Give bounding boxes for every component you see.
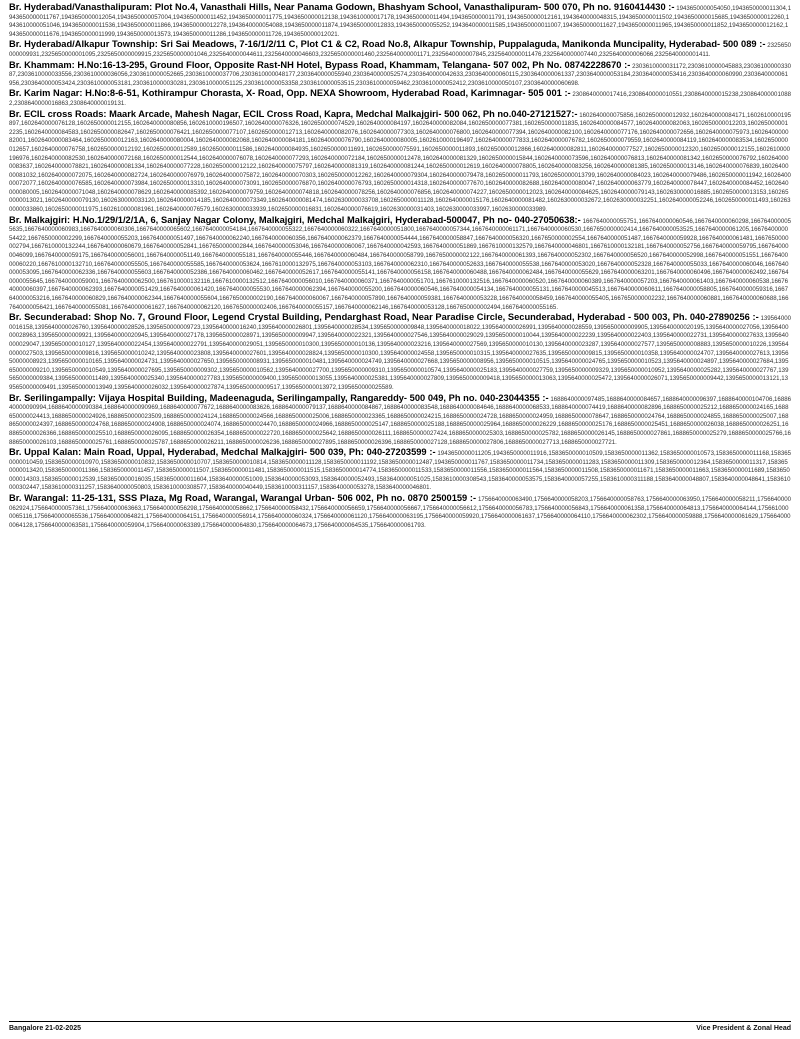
branch-heading: Br. Warangal: 11-25-131, SSS Plaza, Mg Road, Warangal, Warangal Urban- 506 002, Ph no. 0870 2500159 :- (9, 493, 477, 504)
account-numbers: 1667640000055751,1667640000060546,1667640000060298,1667640000055635,1667640000060983,1667640000060306,1667640000065602,1667640000054184,1667640000055322,1667640000060322,1667640000051800,1667640000057344,1667640000061171,1667640000060530,1667650000002414,1667640000053525,1667640000061205,1667640000054422,1667650000002299,1667640000055203,1667640000051497,1667640000062240,1667640000060356,1667640000062379,1667640000054444,1667640000058847,1667640000056320,1667650000002554,1667640000051487,1667640000059928,1667640000061481,1667650000002794,1667610000132244,1667640000060679,1667640000052841,1667650000002844,1667640000053046,1667640000060067,1667640000042593,1667640000051869,1667610000132579,1667640000046801,1667610000132181,1667640000052756,1667640000059795,1667640000046099,1667640000059175,1667640000056001,1667640000051149,1667640000055181,1667640000055446,1667640000060484,1667640000058799,1667650000002122,1667640000061393,1667640000052302,1667640000056520,1667640000052998,1667640000051551,1667640000060220,1667610000132710,1667640000055505,1667640000055585,1667640000053624,1667610000132975,1667640000053103,1667640000062310,1667640000052633,1667640000055538,1667640000053020,1667640000052328,1667640000055033,1667640000060046,1667640000053095,1667640000062336,1667640000055603,1667640000052386,1667640000060462,1667640000052617,1667640000055141,1667640000056158,1667640000060488,1667640000062484,1667640000055629,1667640000063201,1667640000060496,1667640000062492,1667640000055645,1667640000059001,1667640000062500,1667610000132116,1667610000132512,1667640000056010,1667640000060371,1667640000051701,1667610000132516,1667640000060520,1667640000060389,1667640000057203,1667640000061403,1667640000060538,1667640000060397,1667640000062393,1667640000051429,1667640000061420,1667640000055530,1667640000062394,1667640000055200,1667640000060546,1667640000054134,1667640000055131,1667640000045513,1667640000060611,1667640000058805,1667640000059316,1667640000053216,1667640000060829,1667640000062344,1667640000055604,1667650000002190,1667640000060067,1667640000057890,1667640000059381,1667640000053228,1667640000058459,1667640000055405,1667650000002232,1667640000060881,1667640000060688,1667640000056421,1667640000055081,1667640000061627,1667640000062120,1667650000002406,1667640000055157,1667640000062146,1667640000053128,1667650000002494,1667640000055165. (9, 217, 791, 311)
branch-entry (9, 215, 791, 313)
account-numbers: 2325650000009931,2325650000001095,2325650000009915,2325650000001046,2325640000044611,2325640000046603,2325650000001460,2325640000001171,2325640000007845,2325640000011476,2325640000007440,2325640000006066,2325640000001411. (9, 42, 791, 58)
branch-entry (9, 109, 791, 215)
branch-entry (9, 493, 791, 530)
branch-heading: Br. Serilingampally: Vijaya Hospital Building, Madeenaguda, Serilingampally, Rangareddy- 500 049, Ph no. 040-23044355 :- (9, 392, 549, 403)
account-numbers: 1943650000011205,1943650000011916,1583650000010509,1583650000011362,1583650000010573,1583650000011168,1583650000010459,1583650000010970,1583650000010832,1583650000010707,1583650000010814,1583650000011128,1583650000011192,1583650000012487,1943650000011767,1583650000011734,1583650000011283,1583650000011309,1583650000012364,1583650000011317,1583650000013420,1583650000011366,1583650000011457,1583650000011507,1583650000011481,1583650000011515,1583650000014774,1583650000011533,1583650000011556,1583650000011564,1583650000011508,1583650000011671,1583650000011663,1583650000011689,1583650000014303,1583650000012539,1583650000016035,1583650000011604,1583640000051009,1583640000053093,1583640000052493,1583640000051025,1583610000308543,1583640000053575,1583640000057255,1583610000311188,1583640000048807,1583640000048641,1583610000302447,1583610000311257,1583640000050803,1583610000308577,1583640000040449,1583610000311157,1583640000053278,1583640000046801. (9, 450, 791, 492)
account-numbers: 1943650000054050,1943650000011304,1943650000011767,1943650000012054,1943650000057004,1943650000011452,1943650000011775,1943650000012138,1943610000017178,1943650000011494,1943650000011791,1943650000012161,1943640000048315,1943650000011502,1943650000015685,1943650000012260,1943610000051046,1943650000011536,1943650000011866,1943650000012278,1943640000054088,1943650000011874,1943650000012833,1943650000055252,1943640000011585,1943650000011007,1943650000011627,1943650000011965,1943650000011852,1943650000012162,1943650000011676,1943650000011999,1943650000013573,1943650000011286,1943650000011726,1943650000012021. (9, 5, 791, 38)
branch-heading: Br. Hyderabad/Alkapur Township: Sri Sai Meadows, 7-16/1/2/11 C, Plot C1 & C2, Road No.8, Alkapur Township, Puppalaguda, Manikonda Muncipality, Hyderabad- 500 089 :- (9, 39, 766, 50)
branch-entry (9, 88, 791, 108)
branch-heading: Br. Secunderabad: Shop No. 7, Ground Floor, Legend Crystal Building, Pendarghast Road, Near Paradise Circle, Secunderabad, Hyderabad - 500 003, Ph. 040-27890256 :- (9, 312, 759, 323)
account-numbers: 1395640000016158,1395640000026760,1395640000028526,1395650000009723,1395640000016240,1395640000026801,1395640000028534,1395650000009848,1395640000018022,1395640000026991,1395640000028559,1395650000009905,1395640000020195,1395640000027056,1395640000028963,1395650000009921,1395640000020945,1395640000027178,1395650000028971,1395650000009947,1395640000022321,1395640000027546,1395640000029029,1395650000010044,1395640000022239,1395640000022403,1395640000022731,1395640000027633,1395640000029047,1395650000010127,1395640000022454,1395640000022791,1395640000029051,1395650000010300,1395650000010136,1395640000023216,1395640000027569,1395650000010130,1395640000023287,1395640000027577,1395650000008883,1395650000010226,1395640000027503,1395650000009816,1395650000010242,1395640000023808,1395640000027601,1395640000028824,1395650000010300,1395640000024558,1395650000010315,1395640000027635,1395650000009815,1395650000010358,1395640000024707,1395640000027613,1395650000008923,1395650000010165,1395640000024731,1395640000027650,1395650000008931,1395650000010481,1395640000024749,1395640000027668,1395650000008956,1395650000010515,1395640000024765,1395650000010523,1395640000024897,1395640000027684,1395650000009210,1395650000010549,1395640000027695,1395650000009302,1395650000010562,1395640000027700,1395650000009310,1395650000010574,1395640000025183,1395640000027759,1395650000009329,1395650000010952,1395640000025282,1395640000027767,1395650000009384,1395650000011489,1395640000025340,1395640000027783,1395650000009400,1395650000013055,1395640000025381,1395640000027809,1395650000009418,1395650000013063,1395640000025472,1395640000026071,1395650000009442,1395650000013121,1395650000009491,1395650000013949,1395640000026032,1395640000027874,1395650000009517,1395650000013972,1395650000025589. (9, 315, 791, 391)
account-numbers: 1756640000063490,1756640000058203,1756640000058763,1756640000063950,1756640000058211,1756640000062924,1756640000057361,1756640000063663,1756640000056298,1756640000058662,1756640000058432,1756640000056659,1756640000056667,1756640000056612,1756640000056783,1756640000056843,1756640000061358,1756640000064813,1756640000064144,1756610000065116,1756640000065536,1756640000064821,1756640000064151,1756640000056914,1756640000060324,1756640000061120,1756640000063195,1756640000059920,1756640000061637,1756640000064110,1756640000062302,1756640000059888,1756640000061629,1756640000064128,1756640000063581,1756640000059904,1756640000063389,1756640000064830,1756640000064673,1756640000064535,1756640000061793. (9, 496, 791, 529)
account-numbers: 1602640000075856,1602650000012932,1602640000084171,1602610000195897,1602640000076128,1602650000012155,1602640000080856,1602610000196507,1602640000076326,1602650000074529,1602640000084197,1602640000082084,1602650000077381,1602650000011835,1602640000084577,1602640000082063,1602650000012203,1602650000012235,1602640000084583,1602650000082647,1602650000076421,1602650000077107,1602650000012713,1602640000082076,1602640000077303,1602640000076800,1602640000077394,1602640000082100,1602640000077176,1602640000072656,1602640000075973,1602640000082001,1602640000083464,1602650000012163,1602640000080004,1602640000082068,1602640000084181,1602640000076790,1602640000080005,1602610000196497,1602640000077833,1602640000076782,1602650000079559,1602640000084119,1602640000083534,1602650000012657,1602640000076758,1602650000012192,1602650000012589,1602650000011586,1602640000084935,1602650000011691,1602650000075591,1602650000011893,1602650000012866,1602640000082811,1602640000077527,1602650000012320,1602650000012155,1602610000196976,1602640000082530,1602640000072168,1602650000012544,1602640000076078,1602640000077293,1602640000072184,1602650000012478,1602640000081329,1602650000015844,1602640000073596,1602640000076813,1602640000081342,1602650000076792,1602640000083637,1602640000078821,1602640000081334,1602640000077228,1602650000012122,1602640000075797,1602640000081319,1602640000081244,1602650000012619,1602640000078805,1602640000083256,1602640000081385,1602650000013146,1602640000076839,1602640000081032,1602640000072075,1602640000082724,1602640000076979,1602640000075872,1602640000070303,1602650000012262,1602640000079304,1602640000079478,1602650000011793,1602650000013799,1602640000084023,1602640000079486,1602650000011942,1602640000072077,1602640000076585,1602640000073984,1602650000013310,1602640000073091,1602650000076870,1602640000076793,1602650000014318,1602640000077670,1602640000082688,1602640000080047,1602640000063779,1602640000078447,1602640000084452,1602640000080005,1602640000071048,1602640000078629,1602640000085392,1602640000079759,1602640000074818,1602640000078256,1602640000076856,1602640000074227,1602650000012023,1602640000084625,1602640000079143,1602630000016885,1602650000013153,1602650000013021,1602640000079130,1602630000033120,1602640000014185,1602640000073349,1602640000081474,1602630000033708,1602650000011128,1602640000015176,1602640000081482,1602630000032672,1602630000032251,1602640000052246,1602650000011493,1602630000033860,1602650000011975,1602610000081961,1602640000076579,1602630000033939,1602650000016831,1602640000076619,1602630000031403,1602630000033997,1602630000033989. (9, 111, 791, 214)
footer-place-date: Bangalore 21-02-2025 (9, 1024, 81, 1032)
branch-heading: Br. Khammam: H.No:16-13-295, Ground Floor, Opposite Rast-NH Hotel, Bypass Road, Khammam, Telangana- 507 002, Ph No. 08742228670 :- (9, 59, 631, 70)
account-numbers: 1688640000097485,1688640000084657,1688640000096397,1688640000104706,1688640000090994,1688640000090384,1688640000090969,1688640000077672,1688640000083626,1688640000079137,1688640000084867,1688640000083548,1688640000084646,1688640000068533,1688640000074419,1688640000082896,1688650000025212,1688650000024165,1688650000024413,1688650000024926,1688650000023509,1688650000024124,1688650000024566,1688650000025006,1688650000023365,1688650000024215,1688650000024728,1688650000024959,1688650000078647,1688650000024764,1688650000024855,1688650000025007,1688650000024397,1688650000024768,1688650000024908,1688650000024074,1688650000024470,1688650000024966,1688650000025147,1688650000025188,1688650000025964,1688650000026229,1688650000025176,1688650000025451,1688650000026038,1688650000026251,1688650000026366,1688650000025510,1688650000026095,1688650000026354,1688650000022720,1688650000025642,1688650000026111,1688650000027424,1688650000025303,1688650000025782,1688650000026145,1688650000027861,1688650000025279,1688650000025766,1688650000026103,1688650000025761,1688650000025787,1688650000026211,1688650000026236,1688650000027895,1688650000026396,1688650000027128,1688650000027806,1688650000027713,1688650000027721. (9, 395, 791, 446)
footer-signatory: Vice President & Zonal Head (696, 1024, 791, 1032)
notice-footer (9, 1021, 791, 1034)
branch-heading: Br. ECIL cross Roads: Maark Arcade, Mahesh Nagar, ECIL Cross Road, Kapra, Medchal Malkajgiri- 500 062, Ph no.040-27121527:- (9, 108, 578, 119)
branch-heading: Br. Malkajgiri: H.No.1/29/1/2/1A, 6, Sanjay Nagar Colony, Malkajgiri, Medchal Malkajgiri, Hyderabad-500047, Ph no- 040-27050638:- (9, 214, 581, 225)
branch-account-list (9, 0, 791, 1010)
branch-entry (9, 39, 791, 59)
account-numbers: 2303610000031172,2303610000045883,2303610000033087,2303610000033556,2303610000036056,2303610000052665,2303610000037706,2303610000048177,2303640000055940,2303640000052574,2303640000042633,2303640000060115,2303640000061337,2303640000053184,2303640000053416,2303640000060990,2303640000061956,2303640000053424,2303610000053181,2303610000030281,2303610000051125,2303610000053358,2303610000053515,2303610000059462,2303610000052412,2303610000050107,2303640000060698. (9, 62, 791, 87)
branch-heading: Br. Karim Nagar: H.No:8-6-51, Kothirampur Chorasta, X- Road, Opp. NEXA Showroom, Hyderabad Road, Karimnagar- 505 001 :- (9, 88, 571, 99)
branch-entry (9, 2, 791, 39)
branch-heading: Br. Uppal Kalan: Main Road, Uppal, Hyderabad, Medchal Malkajgiri- 500 039, Ph: 040-27203599 :- (9, 447, 436, 458)
branch-entry (9, 312, 791, 392)
branch-entry (9, 60, 791, 89)
branch-entry (9, 447, 791, 493)
account-numbers: 2308640000017416,2308640000010551,2308640000015238,2308640000010882,2308640000016863,2308640000019131. (9, 91, 791, 107)
branch-heading: Br. Hyderabad/Vanasthalipuram: Plot No.4, Vanasthali Hills, Near Panama Godown, Bhashyam School, Vanasthalipuram- 500 070, Ph no. 9160414430 :- (9, 2, 675, 12)
notice-page (9, 0, 791, 1039)
branch-entry (9, 393, 791, 448)
